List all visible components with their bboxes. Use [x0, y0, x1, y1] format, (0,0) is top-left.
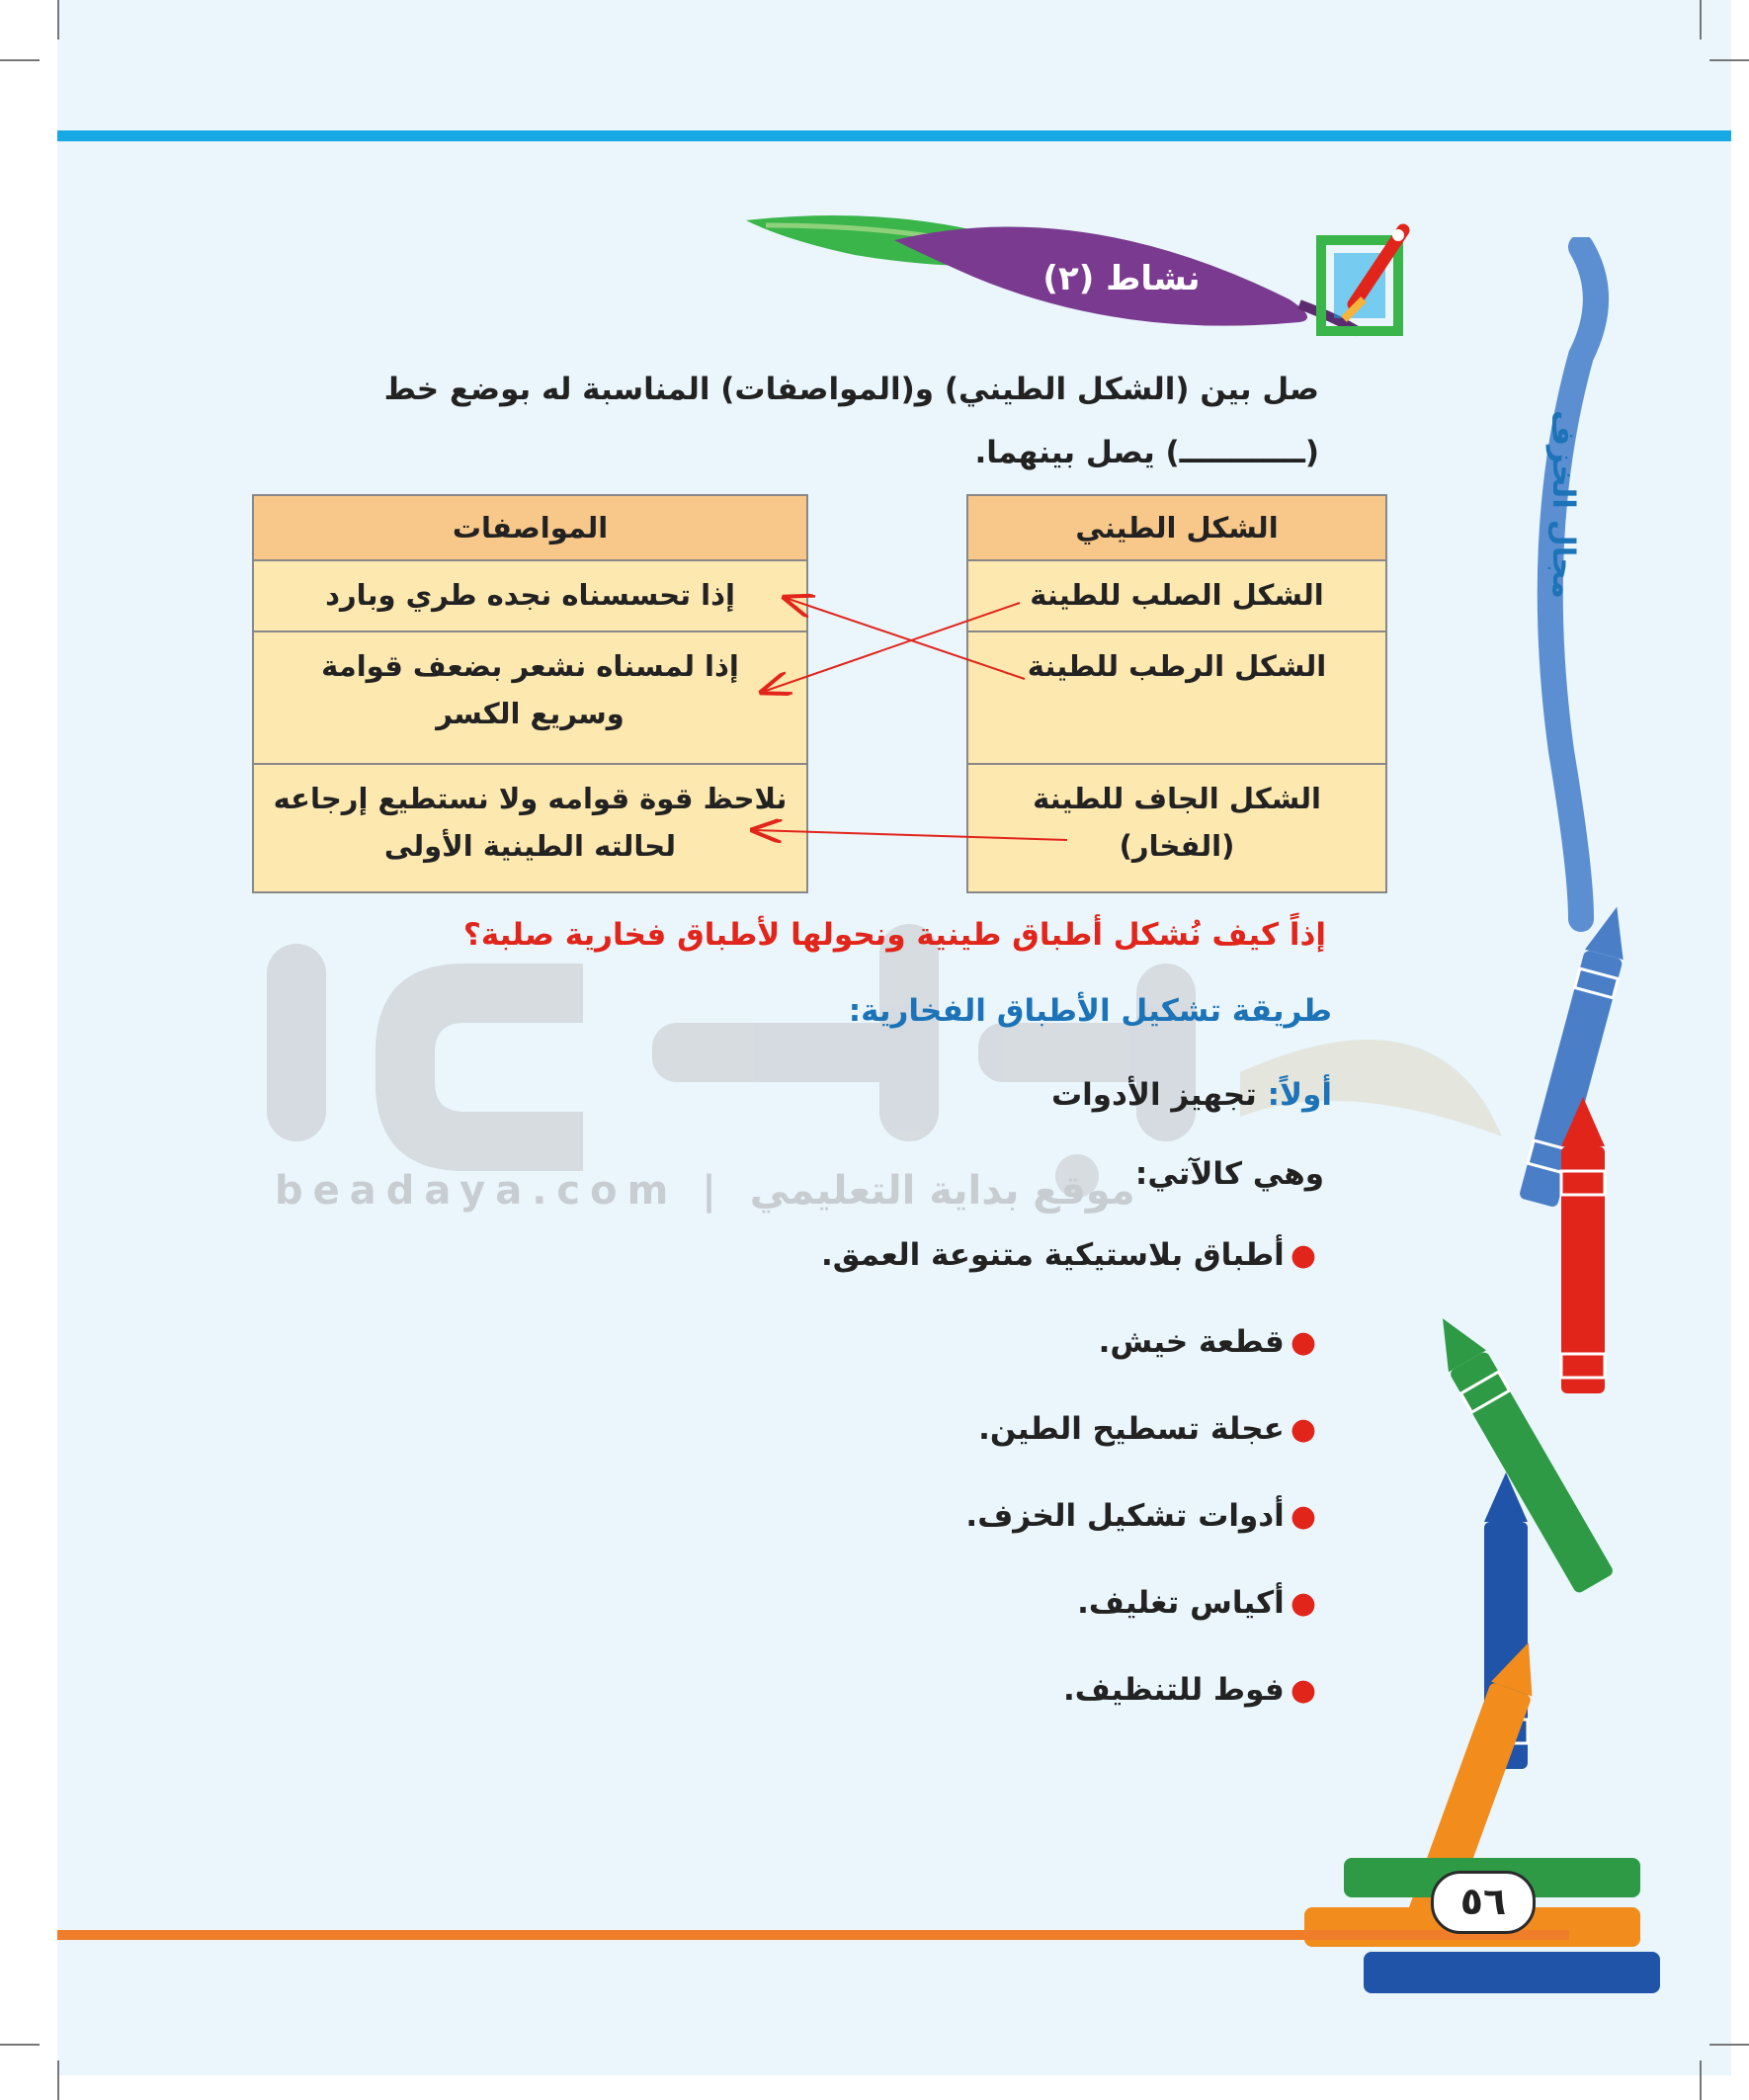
watermark-text: beadaya.com | موقع بداية التعليمي: [275, 1168, 1135, 1214]
activity-title: نشاط (٢): [1042, 259, 1201, 298]
bullet-icon: ●: [1290, 1673, 1316, 1708]
table-cell[interactable]: إذا تحسسناه نجده طري وبارد: [253, 560, 807, 631]
list-item-text: أطباق بلاستيكية متنوعة العمق.: [820, 1237, 1285, 1273]
list-item: [821, 1498, 1316, 1585]
step-subtitle: وهي كالآتي:: [1134, 1156, 1324, 1192]
list-item-text: عجلة تسطيح الطين.: [978, 1411, 1285, 1447]
table-cell[interactable]: الشكل الرطب للطينة: [967, 631, 1386, 764]
bullet-icon: ●: [1290, 1412, 1316, 1447]
instruction-line-2: (ــــــــــــ) يصل بينهما.: [974, 435, 1319, 470]
table-cell[interactable]: الشكل الجاف للطينة (الفخار): [967, 764, 1386, 892]
table-header: المواصفات: [253, 495, 807, 560]
page-number: ٥٦: [1431, 1871, 1536, 1934]
table-header: الشكل الطيني: [967, 495, 1386, 560]
table-cell[interactable]: إذا لمسناه نشعر بضعف قوامة وسريع الكسر: [253, 631, 807, 764]
list-item: [821, 1324, 1316, 1411]
question-text: إذاً كيف نُشكل أطباق طينية ونحولها لأطباق فخارية صلبة؟: [462, 917, 1326, 953]
bullet-icon: ●: [1290, 1238, 1316, 1273]
bottom-rule: [57, 1930, 1569, 1940]
instruction-line-1: صل بين (الشكل الطيني) و(المواصفات) المناسبة له بوضع خط: [383, 372, 1319, 407]
match-line: [754, 830, 1067, 840]
match-line: [786, 598, 1025, 679]
method-title: طريقة تشكيل الأطباق الفخارية:: [848, 993, 1332, 1029]
tools-list: [821, 1237, 1316, 1759]
list-item-text: أكياس تغليف.: [1077, 1585, 1285, 1621]
list-item: [821, 1672, 1316, 1759]
table-cell[interactable]: نلاحظ قوة قوامه ولا نستطيع إرجاعه لحالته الطينية الأولى: [253, 764, 807, 892]
list-item-text: أدوات تشكيل الخزف.: [965, 1498, 1285, 1534]
bullet-icon: ●: [1290, 1586, 1316, 1621]
step-text: تجهيز الأدوات: [1050, 1077, 1257, 1113]
match-line: [763, 603, 1020, 692]
table-cell[interactable]: الشكل الصلب للطينة: [967, 560, 1386, 631]
side-section-label: مجال الخزف: [1545, 409, 1581, 599]
bullet-icon: ●: [1290, 1325, 1316, 1360]
bullet-icon: ●: [1290, 1499, 1316, 1534]
list-item-text: قطعة خيش.: [1098, 1324, 1285, 1360]
list-item: [821, 1237, 1316, 1324]
step-label: أولاً:: [1267, 1077, 1332, 1113]
list-item: [821, 1585, 1316, 1672]
list-item-text: فوط للتنظيف.: [1062, 1672, 1285, 1708]
crayons-illustration: [1285, 237, 1680, 2016]
list-item: [821, 1411, 1316, 1498]
